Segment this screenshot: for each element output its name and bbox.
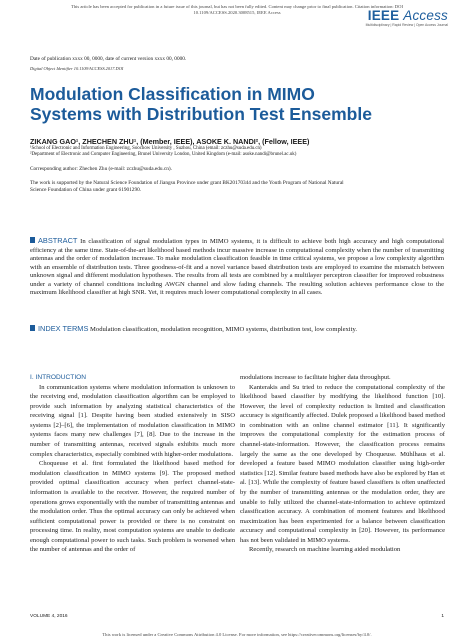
affiliation-2: ²Department of Electronic and Computer Engineering, Brunel University London, United Kingdom (e-mail: asoke.nandi@brunel.ac.uk) xyxy=(30,152,297,158)
volume-label: VOLUME 4, 2016 xyxy=(30,614,68,619)
abstract-marker-icon xyxy=(30,237,35,243)
index-terms-label: INDEX TERMS xyxy=(38,324,89,333)
journal-brand-ieee: IEEE xyxy=(367,8,400,23)
license-notice: This work is licensed under a Creative Commons Attribution 4.0 License. For more information, see https://creativecommons.org/licenses/by/4.0/. xyxy=(102,632,372,637)
publication-dates: Date of publication xxxx 00, 0000, date of current version xxxx 00, 0000. xyxy=(30,56,187,62)
publication-notice-line1: This article has been accepted for publication in a future issue of this journal, but has not been fully edited. Content may change prior to final publication. Citation information: DOI xyxy=(71,4,403,9)
paper-title-line2: Systems with Distribution Test Ensemble xyxy=(30,104,372,124)
abstract-label: ABSTRACT xyxy=(38,236,78,245)
journal-brand-access: Access xyxy=(403,8,448,23)
corresponding-author: Corresponding author: Zhechen Zhu (e-mail: zczhu@suda.edu.cn). xyxy=(30,166,172,172)
journal-brand xyxy=(348,9,448,23)
journal-tagline: Multidisciplinary | Rapid Review | Open Access Journal xyxy=(365,23,448,27)
affiliations xyxy=(30,146,450,158)
right-column xyxy=(240,373,445,555)
journal-logo xyxy=(348,9,448,28)
affiliation-1: ¹School of Electronic and Information Engineering, Soochow University , Suzhou, China (email: zczhu@suda.edu.cn) xyxy=(30,146,262,151)
page-number: 1 xyxy=(441,614,444,619)
page-footer xyxy=(30,614,444,620)
intro-paragraph-3: modulations increase to facilitate higher data throughput. xyxy=(240,374,391,381)
abstract-text: In classification of signal modulation types in MIMO systems, it is difficult to achieve both high accuracy and high computational efficiency at the same time. State-of-the-art likelihood based methods incur massive increase in computational complexity when the number of transmitting antennas and the order of modulation increase. To make modulation classification feasible in time critical systems, we propose a low complexity algorithm with an ensemble of distribution tests. Three goodness-of-fit and a novel variance based distribution tests are employed to examine the mismatch between unknown signal and different modulation hypotheses. The results from all tests are combined by a multilayer perceptron classifier for improved robustness under a variety of channel conditions including AWGN channel and slow fading channels. The resulting solution achieves performance close to the maximum likelihood classifier at high SNR. Yet, it requires much lower computational complexity in all cases. xyxy=(30,238,444,297)
paper-title-line1: Modulation Classification in MIMO xyxy=(30,84,315,104)
intro-paragraph-1: In communication systems where modulation information is unknown to the receiving end, modulation classification algorithm can be employed to provide such information by analyzing statistical characteristics of the receiving signal [1]. Despite having been studied extensively in SISO systems [2]–[6], the implementation of modulation classification in MIMO systems faces many new challenges [7], [8]. Due to the increase in the number of transmitting antennas, received signals exhibits much more complex characteristics, especially combined with higher-order modulations. xyxy=(30,383,235,458)
doi-line: Digital Object Identifier 10.1109/ACCESS.2017.DOI xyxy=(30,66,124,71)
intro-paragraph-5: Recently, research on machine learning aided modulation xyxy=(249,546,401,554)
author-list: ZIKANG GAO¹, ZHECHEN ZHU¹, (Member, IEEE), ASOKE K. NANDI², (Fellow, IEEE) xyxy=(30,137,310,146)
index-terms-text: Modulation classification, modulation recognition, MIMO systems, distribution test, low complexity. xyxy=(90,326,357,333)
paper-title xyxy=(30,84,450,124)
index-terms-marker-icon xyxy=(30,325,35,331)
funding-note: The work is supported by the Natural Science Foundation of Jiangsu Province under grant BK20170344 and the Youth Program of National Natural Science Foundation of China under grant 61901290. xyxy=(30,180,344,193)
intro-paragraph-2: Choqueuse et al. first formulated the likelihood based method for modulation classification in MIMO systems [9]. The proposed method provided optimal classification accuracy when perfect channel-state-information is available to the receiver. However, the required number of operations grows exponentially with the number of transmitting antennas and the modulation order. Thus the optimal accuracy can only be achieved when sufficient computational power is provided or there is no constraint on processing time. In reality, most computation systems are unable to dedicate enough computational power to such tasks. Such problem is worsened when the number of antennas and the order of xyxy=(30,460,235,554)
publication-notice-line2: 10.1109/ACCESS.2020.3008515, IEEE Access xyxy=(193,10,281,15)
left-column xyxy=(30,373,235,555)
abstract xyxy=(30,237,444,298)
index-terms xyxy=(30,325,444,335)
section-heading-introduction: I. INTRODUCTION xyxy=(30,374,87,381)
intro-paragraph-4: Kanterakis and Su tried to reduce the computational complexity of the likelihood based classifier by modifying the likelihood function [10]. However, the level of complexity reduction is limited and classification accuracy is significantly affected. Dulek proposed a likelihood based method in combination with an online channel estimator [11]. It significantly improves the computational complexity for the estimation process of channel-state-information. However, the classification process remains largely the same as the one developed by Choqueuse. Mühlhaus et al. developed a feature based MIMO modulation classifier using high-order statistics [12]. Similar feature based methods have also be explored by Han et al. [13]. While the complexity of feature based classifiers is often unaffected by the number of transmitting antennas or the modulation order, they are unable to fully utilized the channel-state-information to achieve optimized classification accuracy. A combination of moment features and likelihood maximization has been experimented for a balance between classification accuracy and computational complexity in [20]. However, its performance has not been validated in MIMO systems. xyxy=(240,383,445,544)
